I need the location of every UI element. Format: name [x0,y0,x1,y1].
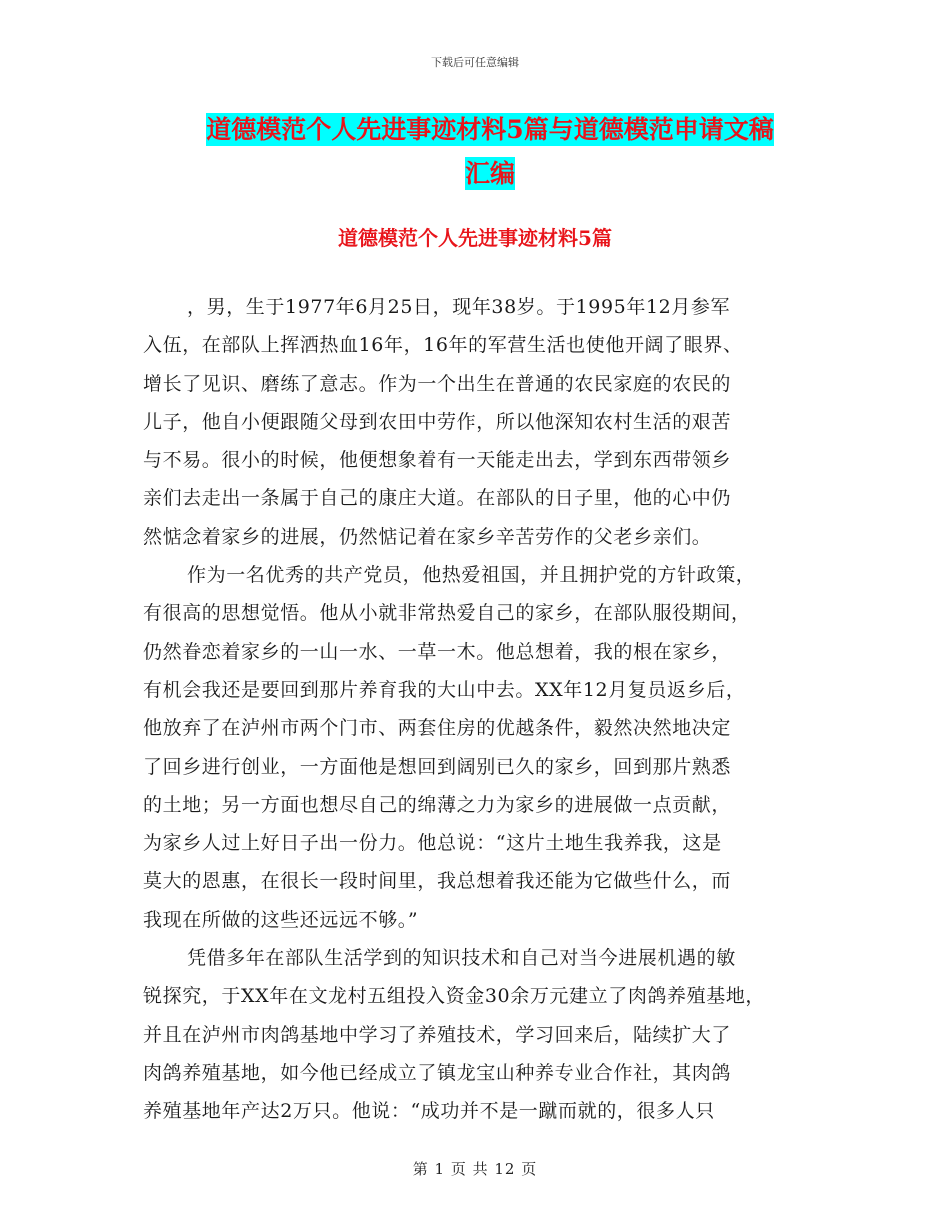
header-note: 下载后可任意编辑 [431,56,519,69]
body-text [143,288,833,1131]
paragraph-line: 肉鸽养殖基地，如今他已经成立了镇龙宝山种养专业合作社，其肉鸽 [143,1061,732,1084]
paragraph-line: 亲们去走出一条属于自己的康庄大道。在部队的日子里，他的心中仍 [143,487,732,510]
paragraph-line: 并且在泸州市肉鸽基地中学习了养殖技术，学习回来后，陆续扩大了 [143,1023,732,1046]
paragraph-line: 为家乡人过上好日子出一份力。他总说：“这片土地生我养我，这是 [143,832,722,855]
paragraph-line: 莫大的恩惠，在很长一段时间里，我总想着我还能为它做些什么，而 [143,870,732,893]
paragraph-line: 了回乡进行创业，一方面他是想回到阔别已久的家乡，回到那片熟悉 [143,755,732,778]
section-title: 道德模范个人先进事迹材料5篇 [338,226,612,250]
paragraph-line: 有很高的思想觉悟。他从小就非常热爱自己的家乡，在部队服役期间， [143,602,751,625]
paragraph-line: 有机会我还是要回到那片养育我的大山中去。XX年12月复员返乡后， [143,678,746,701]
paragraph-line: 的土地；另一方面也想尽自己的绵薄之力为家乡的进展做一点贡献， [143,793,732,816]
document-title [150,108,830,196]
paragraph-line: ，男，生于1977年6月25日，现年38岁。于1995年12月参军 [187,296,731,318]
paragraph-line: 增长了见识、磨练了意志。作为一个出生在普通的农民家庭的农民的 [143,372,732,395]
paragraph-line: 与不易。很小的时候，他便想象着有一天能走出去，学到东西带领乡 [143,449,732,472]
paragraph-line: 入伍，在部队上挥洒热血16年，16年的军营生活也使他开阔了眼界、 [143,334,743,357]
paragraph-line: 我现在所做的这些还远远不够。” [143,908,419,931]
paragraph-line: 锐探究，于XX年在文龙村五组投入资金30余万元建立了肉鸽养殖基地， [143,985,766,1008]
paragraph-line: 作为一名优秀的共产党员，他热爱祖国，并且拥护党的方针政策， [187,564,756,587]
document-title-line-2: 汇编 [464,159,515,188]
document-title-line-1: 道德模范个人先进事迹材料5篇与道德模范申请文稿 [206,115,774,144]
paragraph-line: 仍然眷恋着家乡的一山一水、一草一木。他总想着，我的根在家乡， [143,640,732,663]
paragraph-line: 然惦念着家乡的进展，仍然惦记着在家乡辛苦劳作的父老乡亲们。 [143,525,712,548]
paragraph-line: 儿子，他自小便跟随父母到农田中劳作，所以他深知农村生活的艰苦 [143,410,732,433]
paragraph-line: 凭借多年在部队生活学到的知识技术和自己对当今进展机遇的敏 [187,947,736,970]
paragraph-line: 他放弃了在泸州市两个门市、两套住房的优越条件，毅然决然地决定 [143,717,732,740]
paragraph-line: 养殖基地年产达2万只。他说：“成功并不是一蹴而就的，很多人只 [143,1100,715,1123]
page-footer: 第 1 页 共 12 页 [412,1160,538,1178]
